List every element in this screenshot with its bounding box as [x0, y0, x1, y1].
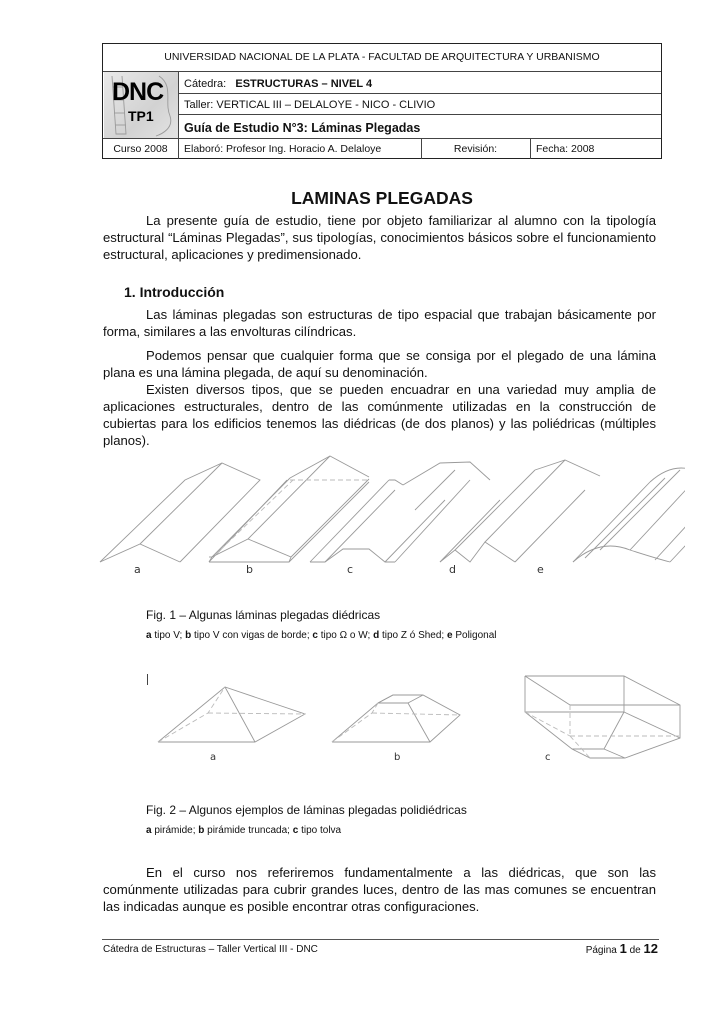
fig2-label-a: a	[210, 752, 217, 763]
legend-text: tipo V;	[151, 630, 186, 641]
paragraph-2-text: Podemos pensar que cualquier forma que se consiga por el plegado de una lámina plana es una lámina plegada, de aquí su denominación.	[103, 348, 656, 380]
fig2-label-b: b	[394, 752, 401, 763]
intro-paragraph	[103, 212, 656, 263]
elaboro: Elaboró: Profesor Ing. Horacio A. Delaloye	[184, 143, 382, 155]
header-table	[102, 43, 662, 159]
legend-text: Poligonal	[452, 630, 497, 641]
paragraph-4	[103, 864, 656, 915]
footer-left: Cátedra de Estructuras – Taller Vertical III - DNC	[103, 944, 318, 955]
dnc-logo	[104, 72, 178, 138]
paragraph-1	[103, 306, 656, 340]
legend-text: tipo V con vigas de borde;	[191, 630, 313, 641]
paragraph-2	[103, 347, 656, 381]
legend-text: tipo tolva	[298, 825, 342, 836]
legend-text: pirámide;	[151, 825, 199, 836]
fig2-caption: Fig. 2 – Algunos ejemplos de láminas plegadas polidiédricas	[146, 803, 467, 817]
paragraph-4-text: En el curso nos referiremos fundamentalmente a las diédricas, que son las comúnmente utilizadas para cubrir grandes luces, dentro de las mas comunes se encuentran las indicadas aunque es posible encontrar otras configuraciones.	[103, 865, 656, 914]
fig1-caption: Fig. 1 – Algunas láminas plegadas diédricas	[146, 608, 381, 622]
catedra-row	[184, 78, 372, 90]
footer-divider	[102, 939, 659, 940]
page-title: LAMINAS PLEGADAS	[291, 188, 473, 208]
fig1-label-a: a	[134, 563, 141, 576]
legend-key: b	[185, 630, 192, 641]
fig1-label-c: c	[347, 563, 354, 576]
logo-text: DNC	[112, 78, 164, 106]
legend-key: c	[292, 825, 299, 836]
fig1-label-b: b	[246, 563, 253, 576]
paragraph-3-text: Existen diversos tipos, que se pueden encuadrar en una variedad muy amplia de aplicaciones estructurales, dentro de las comúnmente utilizadas en la construcción de cubiertas para los edificios tenemos las diédricas (de dos planos) y las poliédricas (múltiples planos).	[103, 382, 656, 448]
fig1-legend	[146, 630, 496, 641]
intro-text: La presente guía de estudio, tiene por objeto familiarizar al alumno con la tipología estructural “Láminas Plegadas”, sus tipologías, conocimientos básicos sobre el funcionamiento estructural, aplicaciones y predimensionado.	[103, 213, 656, 262]
fig2-label-c: c	[545, 752, 551, 763]
section-heading-introduccion: 1. Introducción	[124, 284, 225, 300]
paragraph-3	[103, 381, 656, 449]
fig1-label-e: e	[537, 563, 544, 576]
page-number: 1	[619, 941, 627, 956]
page-total: 12	[643, 941, 658, 956]
legend-text: tipo Ω o W;	[317, 630, 374, 641]
guia-title: Guía de Estudio N°3: Láminas Plegadas	[184, 121, 421, 135]
page-label: Página	[585, 945, 620, 956]
fig2-legend	[146, 825, 341, 836]
legend-key: c	[312, 630, 318, 641]
fig1-label-d: d	[449, 563, 456, 576]
catedra-value: ESTRUCTURAS – NIVEL 4	[235, 78, 373, 90]
fecha: Fecha: 2008	[536, 143, 595, 155]
paragraph-1-text: Las láminas plegadas son estructuras de tipo espacial que trabajan básicamente por forma, similares a las envolturas cilíndricas.	[103, 307, 656, 339]
taller-row: Taller: VERTICAL III – DELALOYE - NICO - CLIVIO	[184, 99, 436, 111]
legend-key: e	[447, 630, 453, 641]
catedra-label: Cátedra:	[184, 78, 227, 90]
logo-subtext: TP1	[128, 108, 154, 124]
page-indicator	[586, 941, 658, 956]
legend-text: pirámide truncada;	[204, 825, 293, 836]
legend-key: b	[198, 825, 205, 836]
fig2-polyhedral-folded-plates	[140, 665, 685, 765]
fig1-dihedral-folded-plates	[95, 450, 685, 570]
curso: Curso 2008	[113, 143, 168, 155]
revision: Revisión:	[453, 143, 498, 155]
of-label: de	[626, 945, 644, 956]
legend-key: d	[373, 630, 380, 641]
legend-key: a	[146, 825, 152, 836]
legend-key: a	[146, 630, 152, 641]
legend-text: tipo Z ó Shed;	[379, 630, 447, 641]
university-name: UNIVERSIDAD NACIONAL DE LA PLATA - FACULTAD DE ARQUITECTURA Y URBANISMO	[164, 51, 600, 63]
